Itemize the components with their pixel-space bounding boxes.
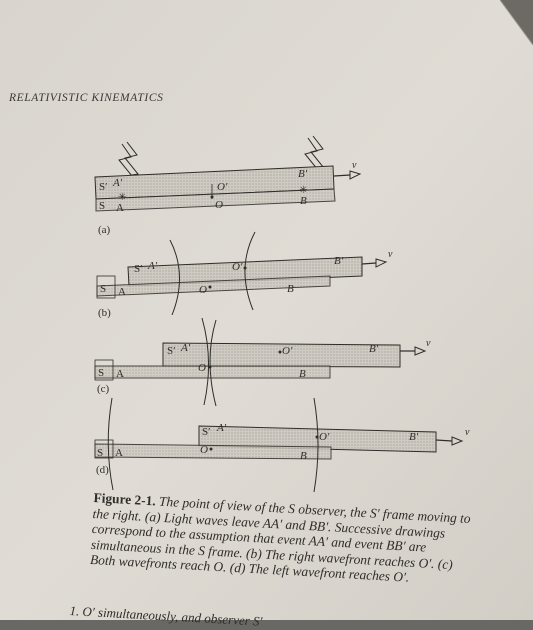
s-frame-bar [95, 444, 331, 459]
panel-tag: (c) [97, 383, 110, 395]
b-prime-label: B′ [298, 168, 308, 180]
a-prime-label: A′ [217, 422, 227, 434]
panel-tag: (a) [98, 224, 111, 236]
velocity-label: v [426, 338, 431, 349]
arrowhead-icon [415, 347, 425, 355]
velocity-arrow [362, 263, 376, 264]
velocity-label: v [465, 427, 470, 438]
b-prime-label: B′ [409, 431, 419, 443]
arrowhead-icon [452, 437, 462, 445]
velocity-arrow [334, 175, 350, 176]
s-prime-label: S′ [202, 426, 211, 438]
b-label: B [300, 195, 307, 207]
figure-number: Figure 2-1. [93, 490, 157, 509]
o-prime-label: O′ [282, 345, 293, 357]
next-paragraph-fragment: 1. O′ simultaneously, and observer S′ [69, 603, 263, 629]
b-label: B [287, 283, 294, 295]
velocity-label: v [388, 249, 393, 260]
a-label: A [118, 286, 126, 298]
panel-c [95, 318, 431, 406]
s-label: S [100, 283, 107, 295]
a-prime-label: A′ [148, 260, 158, 272]
arrowhead-icon [350, 171, 360, 179]
running-head: RELATIVISTIC KINEMATICS [9, 92, 164, 104]
o-prime-label: O′ [232, 261, 243, 273]
o-label: O [198, 362, 206, 374]
b-label: B [300, 450, 307, 462]
panel-a [95, 136, 360, 236]
s-prime-label: S′ [99, 181, 108, 193]
s-prime-label: S′ [167, 345, 176, 357]
a-prime-label: A′ [113, 177, 123, 189]
o-label: O [199, 284, 207, 296]
velocity-label: v [352, 160, 357, 171]
o-prime-label: O′ [217, 181, 228, 193]
s-label: S [99, 200, 106, 212]
a-label: A [116, 202, 124, 214]
panel-d [95, 398, 470, 492]
o-label: O [215, 199, 223, 211]
b-prime-label: B′ [334, 255, 344, 267]
o-prime-label: O′ [319, 431, 330, 443]
panel-b [97, 232, 393, 319]
s-label: S [98, 367, 105, 379]
panel-tag: (d) [96, 464, 109, 476]
s-frame-bar [95, 366, 330, 378]
a-label: A [116, 368, 124, 380]
b-label: B [299, 368, 306, 380]
o-label: O [200, 444, 208, 456]
a-prime-label: A′ [181, 342, 191, 354]
flash-star-icon: ✳ [299, 185, 308, 196]
panel-tag: (b) [98, 307, 111, 319]
flash-star-icon: ✳ [118, 192, 127, 203]
s-prime-label: S′ [134, 263, 143, 275]
caption-text: The point of view of the S observer, the S′ frame moving to the right. (a) Light waves leave AA′ and BB′. Successive drawings correspond to the assumption that event AA′ and event BB′ are simultaneous in the S frame. (b) The right wavefront reaches O′. (c) Both wavefronts reach O. (d) The left wavefront reaches O′. [89, 493, 472, 585]
b-prime-label: B′ [369, 343, 379, 355]
a-label: A [115, 447, 123, 459]
arrowhead-icon [376, 259, 386, 267]
velocity-arrow [436, 440, 452, 441]
s-label: S [97, 447, 104, 459]
